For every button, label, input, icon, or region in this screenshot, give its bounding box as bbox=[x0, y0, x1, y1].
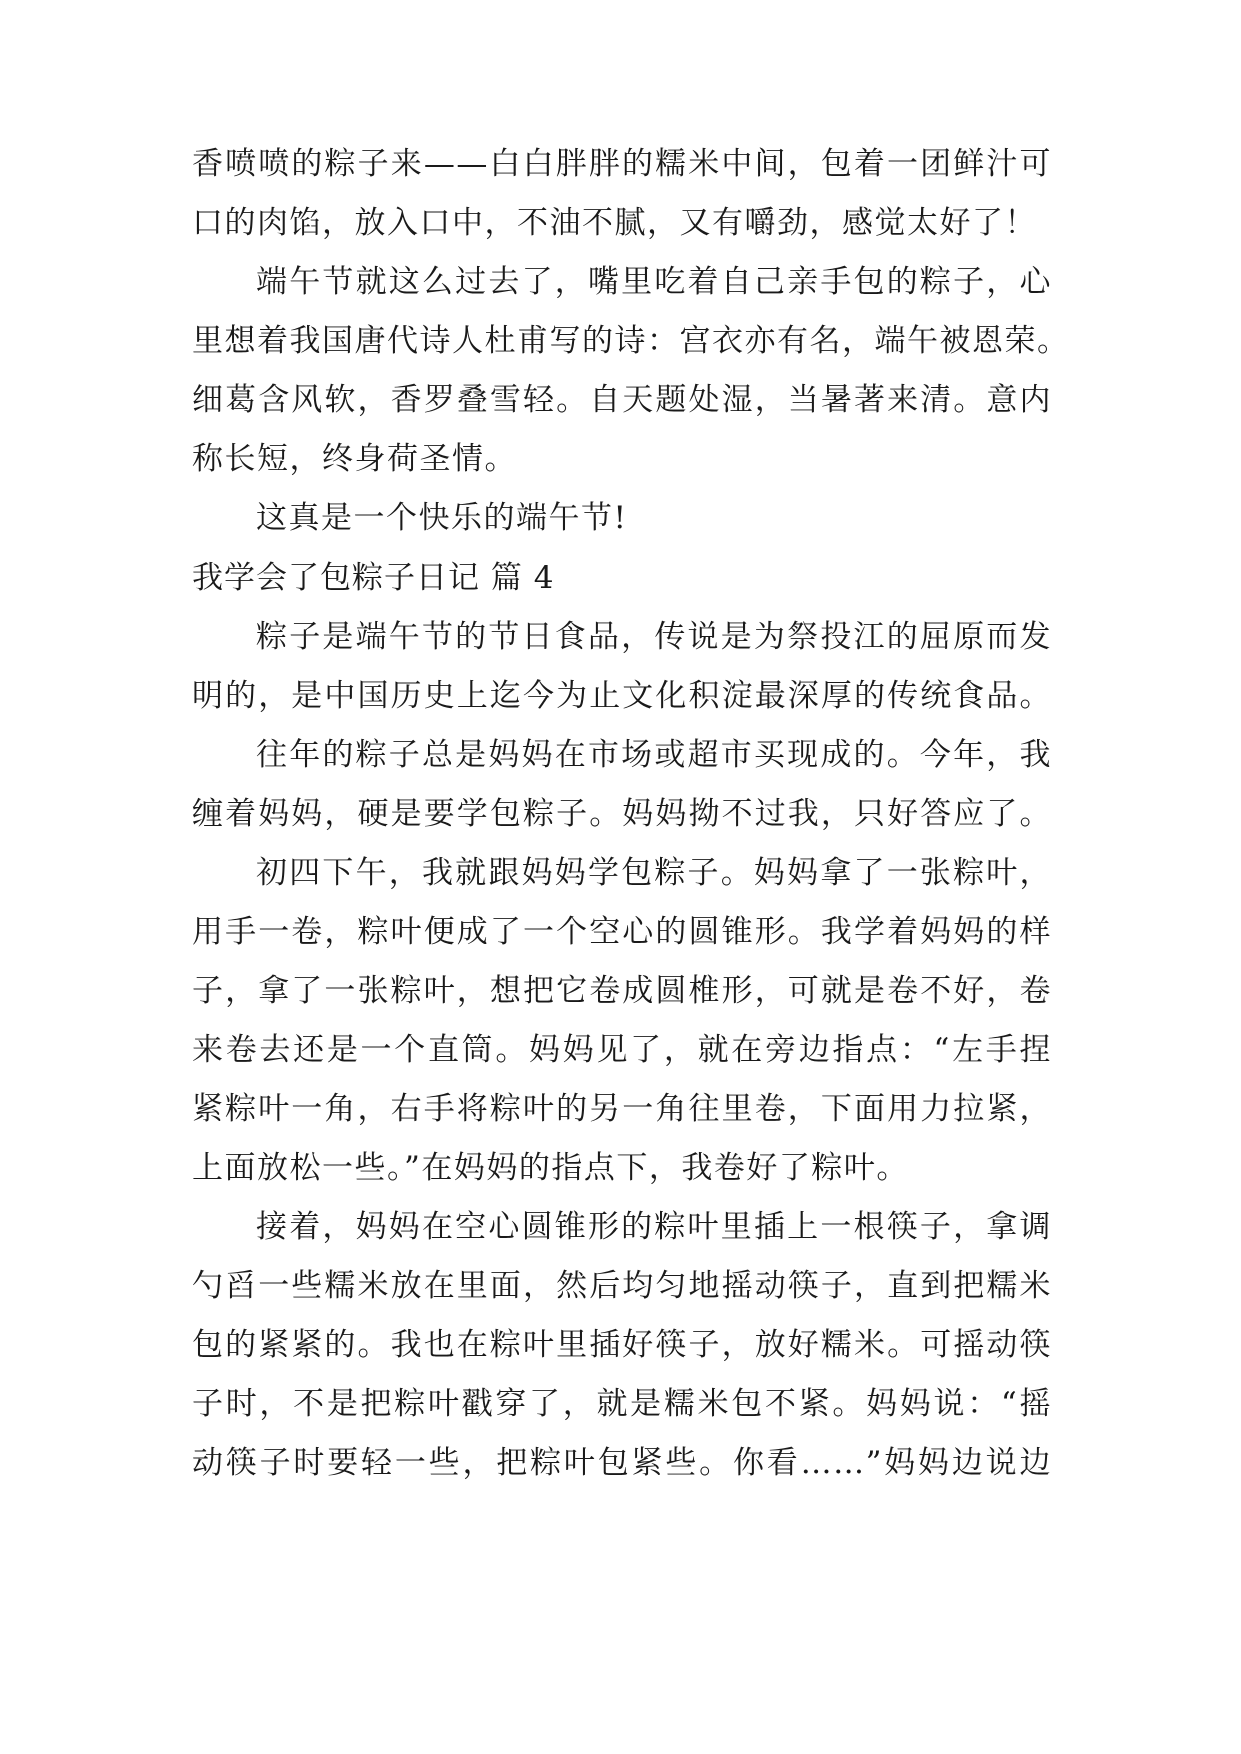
text-line: 细葛含风软，香罗叠雪轻。自天题处湿，当暑著来清。意内 bbox=[192, 382, 1052, 418]
text-line: 子，拿了一张粽叶，想把它卷成圆椎形，可就是卷不好，卷 bbox=[192, 973, 1052, 1009]
text-line: 用手一卷，粽叶便成了一个空心的圆锥形。我学着妈妈的样 bbox=[192, 914, 1052, 950]
text-line: 上面放松一些。”在妈妈的指点下，我卷好了粽叶。 bbox=[192, 1150, 909, 1186]
text-line: 口的肉馅，放入口中，不油不腻，又有嚼劲，感觉太好了！ bbox=[192, 205, 1037, 241]
paragraph-start-line: 初四下午，我就跟妈妈学包粽子。妈妈拿了一张粽叶， bbox=[256, 855, 1052, 891]
section-a bbox=[192, 135, 1070, 548]
text-line: 勺舀一些糯米放在里面，然后均匀地摇动筷子，直到把糯米 bbox=[192, 1268, 1052, 1304]
paragraph-start-line: 往年的粽子总是妈妈在市场或超市买现成的。今年，我 bbox=[256, 737, 1052, 773]
section-heading-block bbox=[192, 549, 1052, 608]
section-b bbox=[192, 608, 1052, 1493]
text-line: 明的，是中国历史上迄今为止文化积淀最深厚的传统食品。 bbox=[192, 678, 1052, 714]
text-line: 子时，不是把粽叶戳穿了，就是糯米包不紧。妈妈说：“摇 bbox=[192, 1386, 1052, 1422]
text-line: 缠着妈妈，硬是要学包粽子。妈妈拗不过我，只好答应了。 bbox=[192, 796, 1052, 832]
text-line: 紧粽叶一角，右手将粽叶的另一角往里卷，下面用力拉紧， bbox=[192, 1091, 1052, 1127]
paragraph-start-line: 这真是一个快乐的端午节! bbox=[256, 500, 628, 536]
paragraph-start-line: 端午节就这么过去了，嘴里吃着自己亲手包的粽子，心 bbox=[256, 264, 1052, 300]
text-line: 里想着我国唐代诗人杜甫写的诗：宫衣亦有名，端午被恩荣。 bbox=[192, 323, 1070, 359]
text-line: 包的紧紧的。我也在粽叶里插好筷子，放好糯米。可摇动筷 bbox=[192, 1327, 1052, 1363]
paragraph-start-line: 接着，妈妈在空心圆锥形的粽叶里插上一根筷子，拿调 bbox=[256, 1209, 1052, 1245]
text-line: 来卷去还是一个直筒。妈妈见了，就在旁边指点：“左手捏 bbox=[192, 1032, 1052, 1068]
text-line: 称长短，终身荷圣情。 bbox=[192, 441, 517, 477]
section-heading: 我学会了包粽子日记 篇 4 bbox=[192, 560, 555, 596]
text-line: 动筷子时要轻一些，把粽叶包紧些。你看……”妈妈边说边 bbox=[192, 1445, 1052, 1481]
text-line: 香喷喷的粽子来——白白胖胖的糯米中间，包着一团鲜汁可 bbox=[192, 146, 1052, 182]
paragraph-start-line: 粽子是端午节的节日食品，传说是为祭投江的屈原而发 bbox=[256, 619, 1052, 655]
